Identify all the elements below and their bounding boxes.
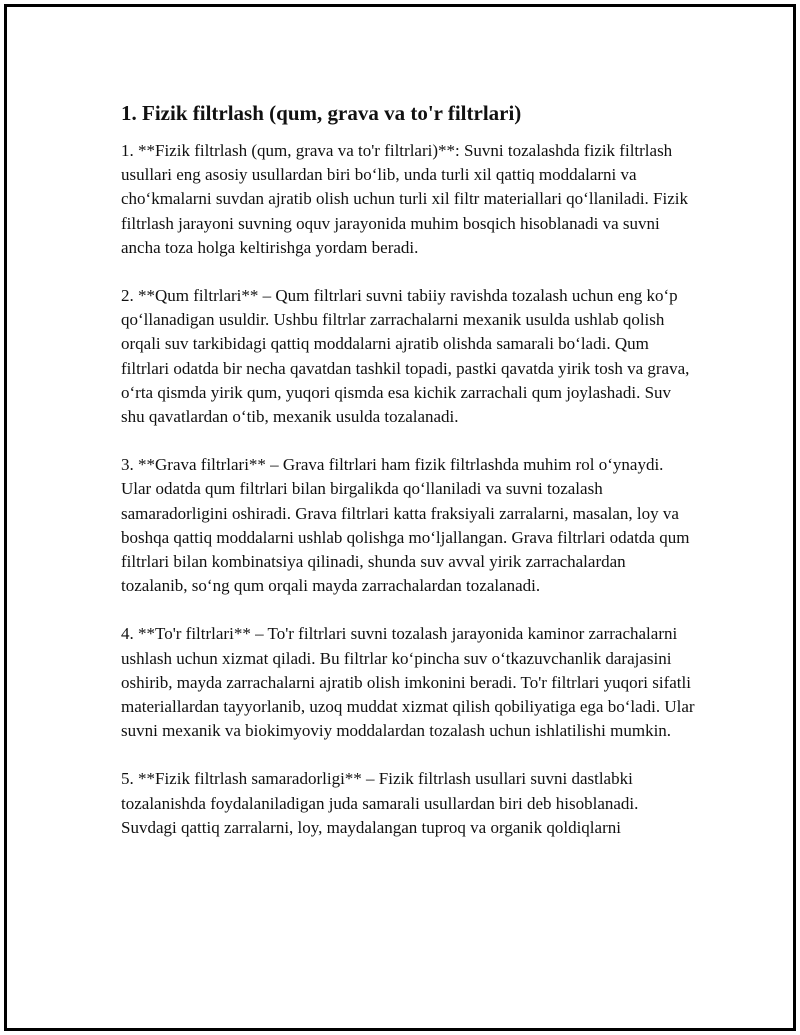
paragraph-4: 4. **To'r filtrlari** – To'r filtrlari suvni tozalash jarayonida kaminor zarrachalarni ushlash uchun xizmat qiladi. Bu filtrlar ko‘pincha suv o‘tkazuvchanlik darajasini oshirib, mayda zarrachalarni ajratib olish imkonini beradi. To'r filtrlari yuqori sifatli materiallardan tayyorlanib, uzoq muddat xizmat qilish qobiliyatiga ega bo‘ladi. Ular suvni mexanik va biokimyoviy moddalardan tozalash uchun ishlatilishi mumkin.: [121, 624, 695, 741]
paragraph-1: 1. **Fizik filtrlash (qum, grava va to'r filtrlari)**: Suvni tozalashda fizik filtrlash usullari eng asosiy usullardan biri bo‘lib, unda turli xil qattiq moddalarni va cho‘kmalarni suvdan ajratib olish uchun turli xil filtr materiallari qo‘llaniladi. Fizik filtrlash jarayoni suvning oquv jarayonida muhim bosqich hisoblanadi va suvni ancha toza holga keltirishga yordam beradi.: [121, 141, 688, 257]
paragraph-5: 5. **Fizik filtrlash samaradorligi** – Fizik filtrlash usullari suvni dastlabki tozalanishda foydalaniladigan juda samarali usullardan biri deb hisoblanadi. Suvdagi qattiq zarralarni, loy, maydalangan tuproq va organik qoldiqlarni: [121, 769, 639, 837]
page-title: 1. Fizik filtrlash (qum, grava va to'r filtrlari): [121, 101, 522, 125]
paragraph-3: 3. **Grava filtrlari** – Grava filtrlari ham fizik filtrlashda muhim rol o‘ynaydi. Ular odatda qum filtrlari bilan birgalikda qo‘llaniladi va suvni tozalash samaradorligini oshiradi. Grava filtrlari katta fraksiyali zarralarni, masalan, loy va boshqa qattiq moddalarni ushlab qolishga mo‘ljallangan. Grava filtrlari odatda qum filtrlari bilan kombinatsiya qilinadi, shunda suv avval yirik zarrachalardan tozalanib, so‘ng qum orqali mayda zarrachalardan tozalanadi.: [121, 455, 690, 596]
paragraph-2: 2. **Qum filtrlari** – Qum filtrlari suvni tabiiy ravishda tozalash uchun eng ko‘p qo‘llanadigan usuldir. Ushbu filtrlar zarrachalarni mexanik usulda ushlab qolish orqali suv tarkibidagi qattiq moddalarni ajratib olishda samarali bo‘ladi. Qum filtrlari odatda bir necha qavatdan tashkil topadi, pastki qavatda yirik tosh va grava, o‘rta qismda yirik qum, yuqori qismda esa kichik zarrachali qum joylashadi. Suv shu qavatlardan o‘tib, mexanik usulda tozalanadi.: [121, 286, 690, 427]
page-frame: [4, 4, 796, 1031]
document-body: [121, 99, 695, 864]
